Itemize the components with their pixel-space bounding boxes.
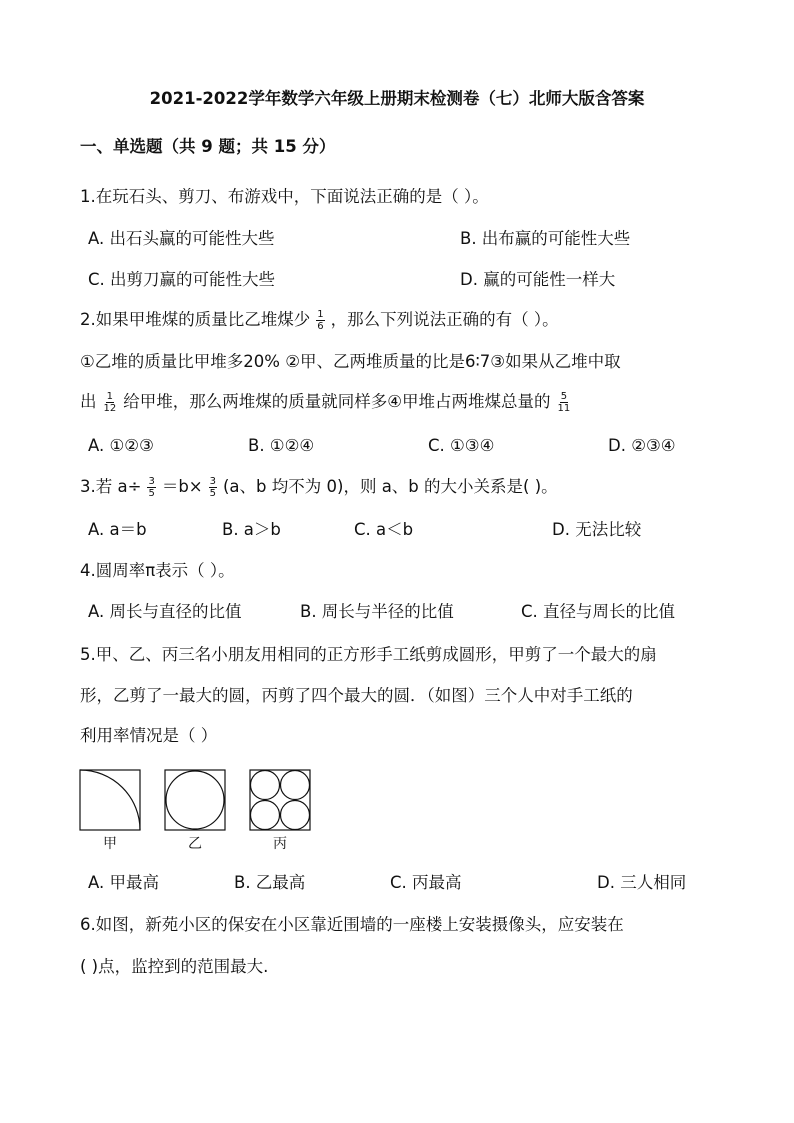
q3-option-d[interactable]: D. 无法比较 [552, 520, 642, 539]
question-4-stem: 4.圆周率π表示（ ）。 [80, 561, 235, 580]
q2-fraction-3: $\frac{5}{11}$ [557, 391, 571, 414]
q2-option-d[interactable]: D. ②③④ [608, 436, 676, 455]
q1-option-a[interactable]: A. 出石头赢的可能性大些 [88, 229, 275, 248]
q4-option-a[interactable]: A. 周长与直径的比值 [88, 602, 242, 621]
question-3-stem: 3.若 a÷ $\frac{3}{5}$ ＝b× $\frac{3}{5}$ (a、b 均不为 0)，则 a、b 的大小关系是( )。 [80, 476, 558, 499]
section-heading: 一、单选题（共 9 题；共 15 分） [80, 137, 336, 156]
q2-option-a[interactable]: A. ①②③ [88, 436, 154, 455]
q2-fraction-1: $\frac{1}{6}$ [317, 309, 324, 332]
q5-option-d[interactable]: D. 三人相同 [597, 873, 687, 892]
q3-option-a[interactable]: A. a＝b [88, 520, 147, 539]
question-2-stem [80, 308, 559, 332]
q4-option-b[interactable]: B. 周长与半径的比值 [300, 602, 454, 621]
figure-yi-single-circle [164, 769, 226, 831]
q1-option-b[interactable]: B. 出布赢的可能性大些 [460, 229, 631, 248]
q1-option-d[interactable]: D. 赢的可能性一样大 [460, 270, 616, 289]
question-5-line-1: 5.甲、乙、丙三名小朋友用相同的正方形手工纸剪成圆形，甲剪了一个最大的扇 [80, 645, 657, 664]
q2-fraction-2: $\frac{1}{12}$ [103, 391, 117, 414]
q2-stem-part-a: 2.如果甲堆煤的质量比乙堆煤少 [80, 310, 311, 329]
question-5-line-2: 形，乙剪了一最大的圆，丙剪了四个最大的圆．（如图）三个人中对手工纸的 [80, 686, 633, 705]
q2-stem-part-b: ，那么下列说法正确的有（ ）。 [330, 310, 559, 329]
figure-label-jia: 甲 [103, 836, 117, 852]
q3-option-c[interactable]: C. a＜b [354, 520, 414, 539]
q5-option-c[interactable]: C. 丙最高 [390, 873, 462, 892]
q2-option-c[interactable]: C. ①③④ [428, 436, 495, 455]
q4-option-c[interactable]: C. 直径与周长的比值 [521, 602, 676, 621]
q3-fraction-2: $\frac{3}{5}$ [209, 476, 216, 499]
question-2-line-3: 出 $\frac{1}{12}$ 给甲堆，那么两堆煤的质量就同样多④甲堆占两堆煤总量的 $\frac{5}{11}$ [80, 391, 571, 414]
figure-jia-quarter-circle [79, 769, 141, 831]
figure-bing-four-circles [249, 769, 311, 831]
question-5-line-3: 利用率情况是（ ） [80, 726, 218, 745]
q3-option-b[interactable]: B. a＞b [222, 520, 281, 539]
q5-option-a[interactable]: A. 甲最高 [88, 873, 159, 892]
q3-fraction-1: $\frac{3}{5}$ [148, 476, 155, 499]
q2-option-b[interactable]: B. ①②④ [248, 436, 315, 455]
question-6-line-1: 6.如图，新苑小区的保安在小区靠近围墙的一座楼上安装摄像头，应安装在 [80, 915, 624, 934]
q5-option-b[interactable]: B. 乙最高 [234, 873, 306, 892]
figure-label-yi: 乙 [188, 836, 202, 852]
question-6-line-2: ( )点，监控到的范围最大. [80, 957, 269, 976]
page-title: 2021-2022学年数学六年级上册期末检测卷（七）北师大版含答案 [149, 89, 645, 108]
figure-label-bing: 丙 [273, 836, 287, 852]
question-1-stem: 1.在玩石头、剪刀、布游戏中，下面说法正确的是（ ）。 [80, 187, 489, 206]
q1-option-c[interactable]: C. 出剪刀赢的可能性大些 [88, 270, 276, 289]
question-2-line-2: ①乙堆的质量比甲堆多20% ②甲、乙两堆质量的比是6∶7③如果从乙堆中取 [80, 352, 621, 371]
